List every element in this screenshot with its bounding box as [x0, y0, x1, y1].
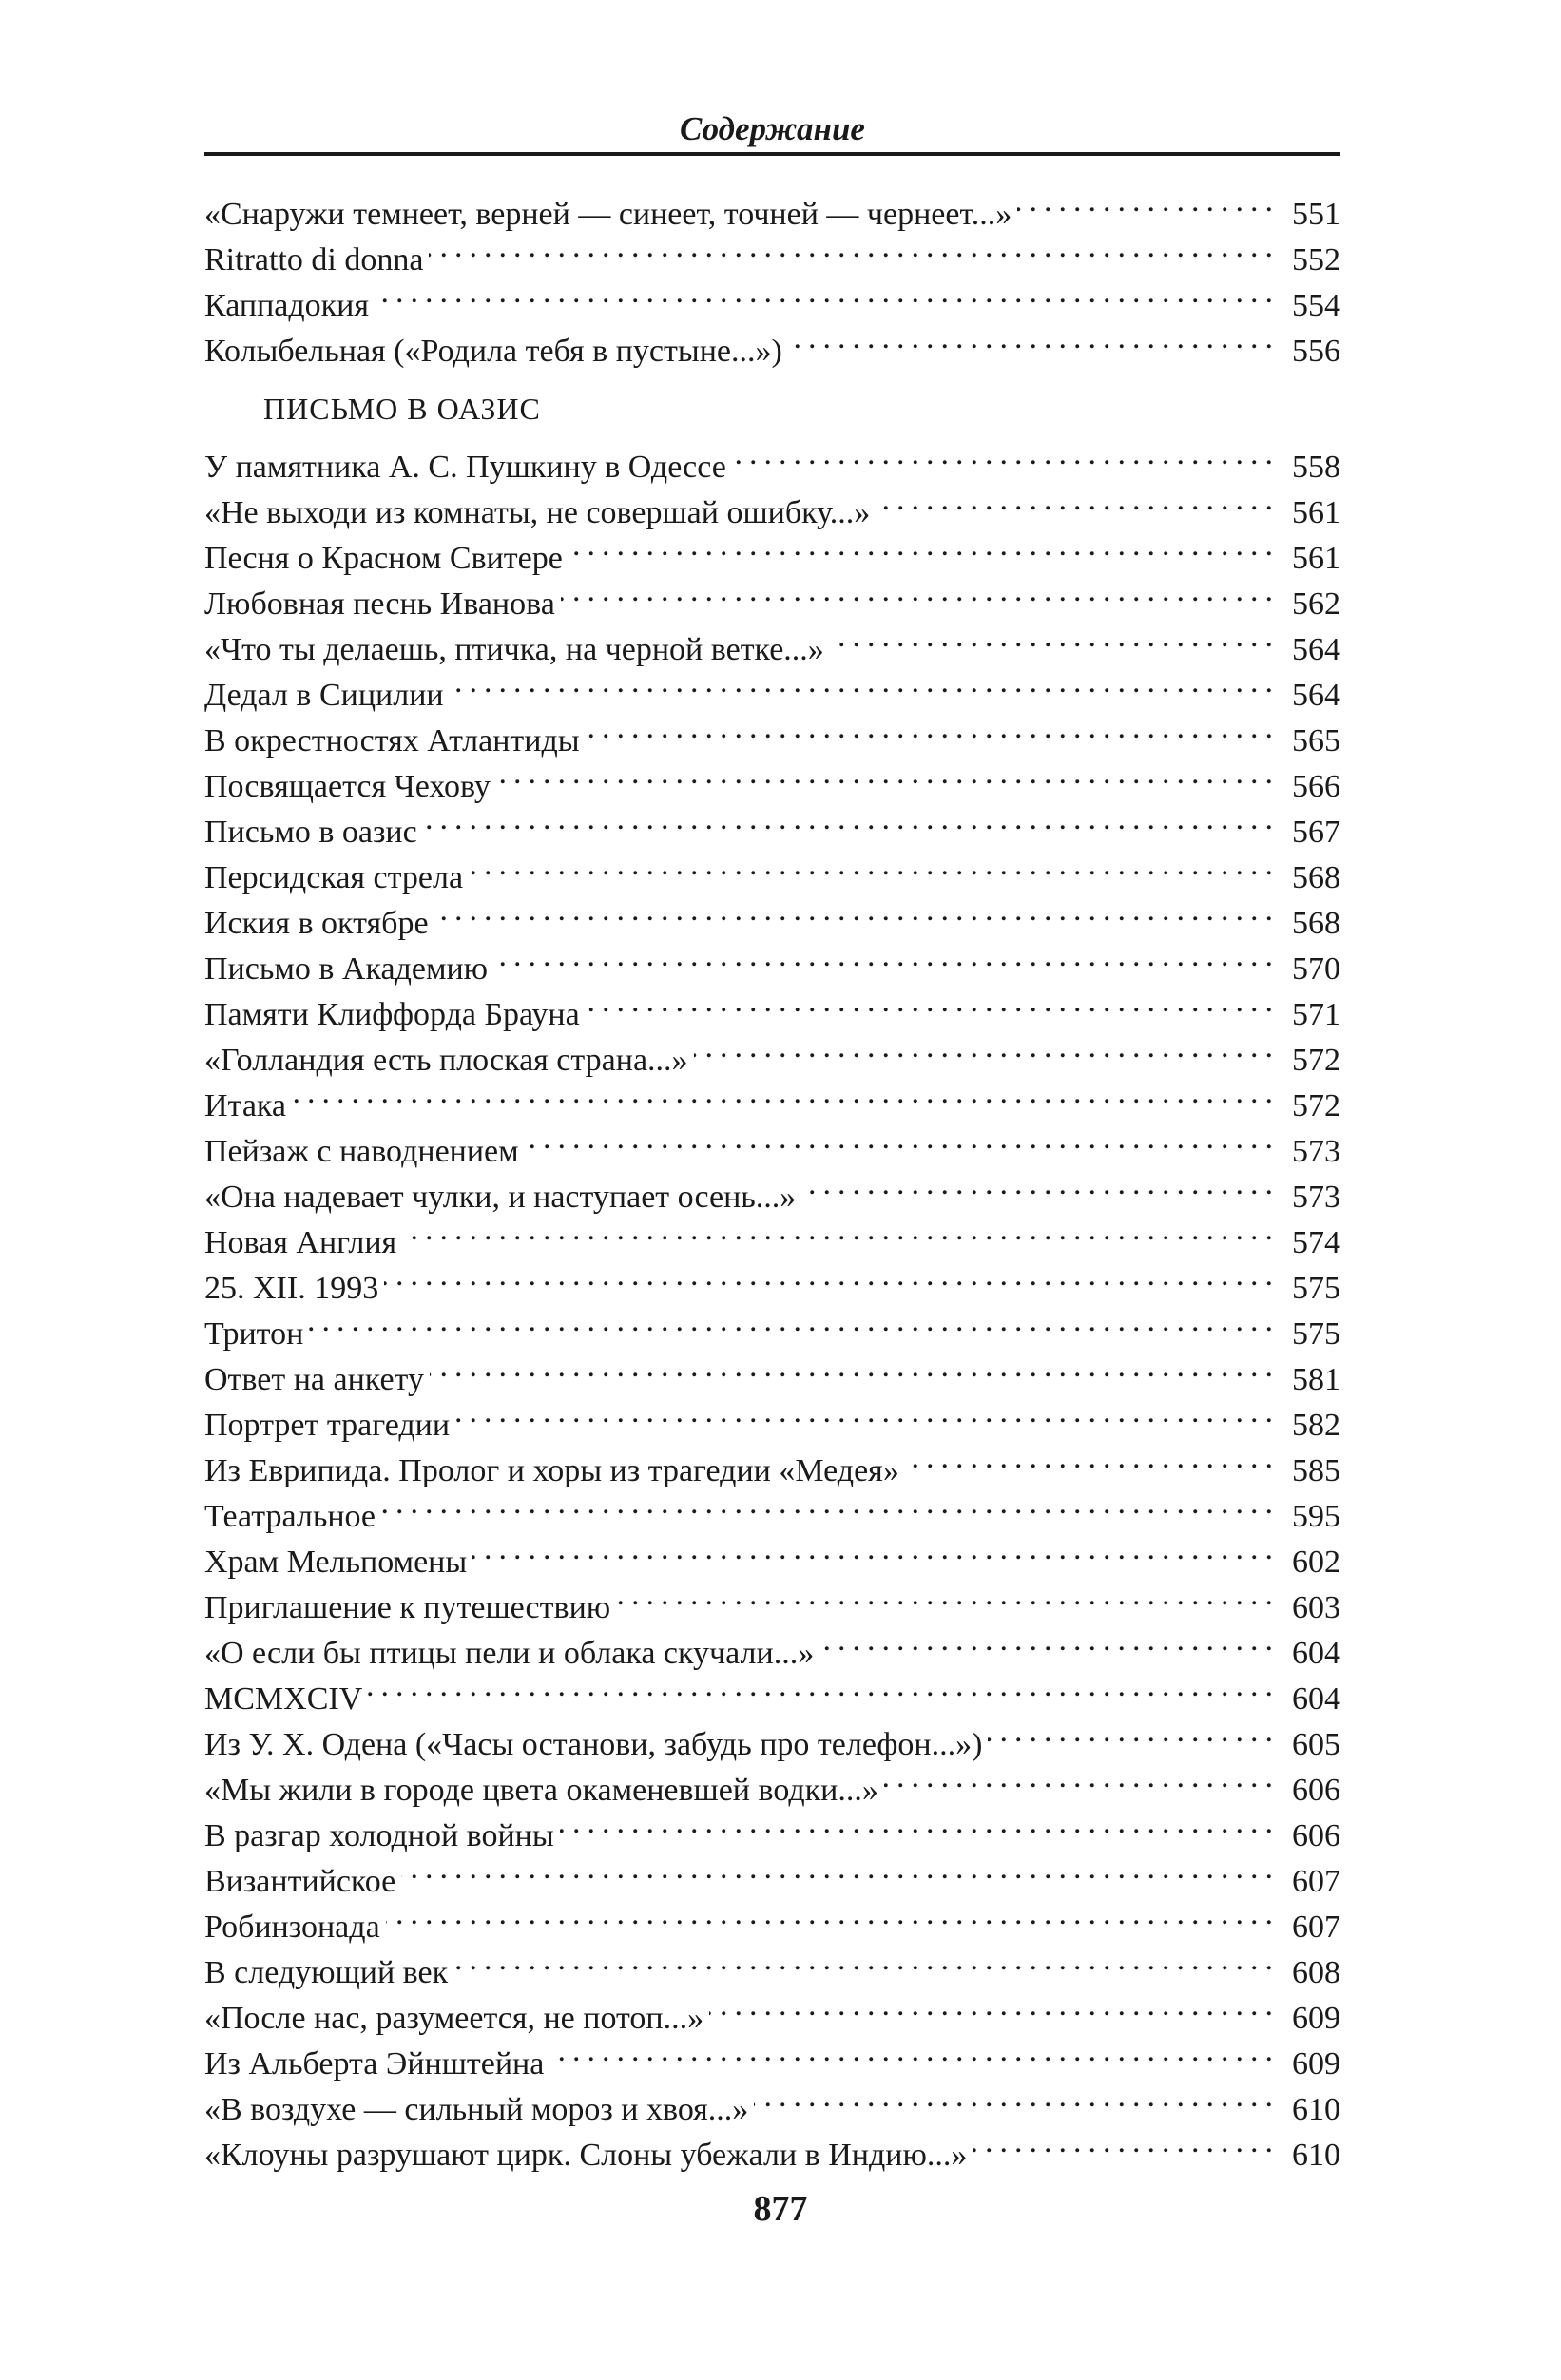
toc-entry-page-number: 609: [1292, 2046, 1340, 2082]
toc-entry-title: Робинзонада: [204, 1910, 380, 1945]
toc-entry-page-number: 607: [1292, 1910, 1340, 1945]
dot-leader: [292, 1070, 1280, 1116]
toc-entry-title: Византийское: [204, 1864, 396, 1899]
dot-leader: [884, 1755, 1280, 1800]
toc-entry-page-number: 566: [1292, 769, 1340, 804]
dot-leader: [586, 979, 1280, 1025]
toc-entry-page-number: 610: [1292, 2138, 1340, 2173]
toc-entry-page-number: 604: [1292, 1681, 1340, 1717]
dot-leader: [386, 1891, 1280, 1937]
toc-entry-page-number: 567: [1292, 815, 1340, 850]
dot-leader: [469, 842, 1280, 888]
toc-entry-title: 25. XII. 1993: [204, 1271, 379, 1306]
toc-entry-page-number: 551: [1292, 197, 1340, 232]
toc-entry-title: Колыбельная («Родила тебя в пустыне...»): [204, 334, 782, 369]
toc-entry-page-number: 554: [1292, 288, 1340, 323]
toc-entry-title: Ответ на анкету: [204, 1362, 424, 1397]
dot-leader: [586, 705, 1280, 751]
toc-entry-page-number: 564: [1292, 678, 1340, 713]
running-head: Содержание: [680, 110, 865, 147]
toc-entry-title: Тритон: [204, 1316, 304, 1352]
table-of-contents: [204, 179, 1340, 2173]
toc-entry-page-number: 573: [1292, 1134, 1340, 1169]
toc-entry-title: В окрестностях Атлантиды: [204, 723, 580, 758]
dot-leader: [496, 751, 1280, 797]
toc-entry-title: Любовная песнь Иванова: [204, 586, 555, 622]
toc-entry-title: «В воздухе — сильный мороз и хвоя...»: [204, 2092, 749, 2127]
dot-leader: [381, 1481, 1280, 1526]
toc-entry-title: Из Альберта Эйнштейна: [204, 2046, 545, 2082]
toc-entry-page-number: 568: [1292, 906, 1340, 941]
toc-entry-title: «Она надевает чулки, и наступает осень...»: [204, 1180, 797, 1215]
toc-entry-page-number: 606: [1292, 1818, 1340, 1853]
toc-entry-title: Итака: [204, 1088, 287, 1123]
dot-leader: [401, 1846, 1280, 1891]
toc-entry-page-number: 552: [1292, 242, 1340, 278]
toc-entry-title: Новая Англия: [204, 1225, 397, 1260]
toc-entry-page-number: 575: [1292, 1316, 1340, 1352]
dot-leader: [375, 270, 1280, 316]
toc-entry-title: Театральное: [204, 1499, 376, 1534]
toc-entry-title: Из Еврипида. Пролог и хоры из трагедии «Медея»: [204, 1453, 899, 1488]
toc-entry-page-number: 575: [1292, 1271, 1340, 1306]
toc-entry-title: MCMXCIV: [204, 1681, 363, 1717]
toc-entry-page-number: 568: [1292, 860, 1340, 895]
dot-leader: [988, 1709, 1280, 1755]
toc-entry: [204, 1663, 1340, 1717]
toc-entry-title: Памяти Клиффорда Брауна: [204, 997, 580, 1032]
header-rule: [204, 152, 1340, 156]
toc-entry: [204, 432, 1340, 485]
toc-entry-page-number: 571: [1292, 997, 1340, 1032]
toc-entry: [204, 270, 1340, 323]
dot-leader: [368, 1663, 1280, 1709]
toc-entry-page-number: 603: [1292, 1590, 1340, 1625]
dot-leader: [560, 1800, 1280, 1846]
toc-entry-page-number: 561: [1292, 541, 1340, 576]
dot-leader: [309, 1298, 1280, 1344]
section-heading: ПИСЬМО В ОАЗИС: [263, 392, 541, 426]
toc-entry-title: Каппадокия: [204, 288, 370, 323]
dot-leader: [561, 568, 1280, 614]
dot-leader: [453, 1937, 1280, 1983]
dot-leader: [732, 432, 1280, 477]
dot-leader: [1017, 179, 1280, 224]
dot-leader: [429, 224, 1280, 270]
toc-entry-title: Пейзаж с наводнением: [204, 1134, 519, 1169]
dot-leader: [694, 1025, 1280, 1070]
toc-entry-title: «После нас, разумеется, не потоп...»: [204, 2001, 704, 2036]
toc-entries-section: [204, 432, 1340, 2173]
toc-entry-page-number: 585: [1292, 1453, 1340, 1488]
toc-entry-page-number: 556: [1292, 334, 1340, 369]
toc-entry-title: В разгар холодной войны: [204, 1818, 554, 1853]
toc-entry-page-number: 572: [1292, 1043, 1340, 1078]
toc-entry: [204, 179, 1340, 232]
dot-leader: [384, 1253, 1280, 1298]
toc-entry-title: Персидская стрела: [204, 860, 464, 895]
toc-entry-title: Письмо в Академию: [204, 951, 489, 987]
toc-entry-page-number: 582: [1292, 1408, 1340, 1443]
page-number: 877: [753, 2189, 808, 2229]
toc-entry-page-number: 565: [1292, 723, 1340, 758]
toc-entry-title: Иския в октябре: [204, 906, 429, 941]
toc-entry-page-number: 570: [1292, 951, 1340, 987]
toc-entry-title: Ritratto di donna: [204, 242, 424, 278]
toc-entry-title: Письмо в оазис: [204, 815, 417, 850]
toc-entry-page-number: 605: [1292, 1727, 1340, 1762]
toc-entry-page-number: 595: [1292, 1499, 1340, 1534]
toc-entry: [204, 1344, 1340, 1397]
toc-entry-title: «Клоуны разрушают цирк. Слоны убежали в Индию...»: [204, 2138, 968, 2173]
toc-entry: [204, 1070, 1340, 1123]
dot-leader: [616, 1572, 1280, 1618]
toc-entry-page-number: 561: [1292, 495, 1340, 530]
toc-entry-title: Посвящается Чехову: [204, 769, 491, 804]
dot-leader: [434, 888, 1280, 933]
dot-leader: [801, 1161, 1280, 1207]
toc-entry-title: «О если бы птицы пели и облака скучали...»: [204, 1636, 815, 1671]
toc-entry-page-number: 572: [1292, 1088, 1340, 1123]
toc-entry-page-number: 610: [1292, 2092, 1340, 2127]
toc-entry-title: «Что ты делаешь, птичка, на черной ветке...»: [204, 632, 824, 667]
dot-leader: [788, 316, 1280, 361]
toc-entry-page-number: 574: [1292, 1225, 1340, 1260]
toc-entry-title: Дедал в Сицилии: [204, 678, 444, 713]
toc-entry-title: «Снаружи темнеет, верней — синеет, точней — чернеет...»: [204, 197, 1012, 232]
toc-entry: [204, 316, 1340, 369]
toc-entry-page-number: 604: [1292, 1636, 1340, 1671]
dot-leader: [402, 1207, 1280, 1253]
toc-entry-title: «Мы жили в городе цвета окаменевшей водки...»: [204, 1773, 878, 1808]
dot-leader: [754, 2074, 1280, 2120]
dot-leader: [525, 1116, 1280, 1161]
dot-leader: [430, 1344, 1280, 1390]
toc-entry-page-number: 608: [1292, 1955, 1340, 1990]
dot-leader: [493, 933, 1280, 979]
dot-leader: [830, 614, 1280, 660]
toc-entry-title: «Голландия есть плоская страна...»: [204, 1043, 688, 1078]
toc-entry-title: Песня о Красном Свитере: [204, 541, 563, 576]
toc-entry-page-number: 573: [1292, 1180, 1340, 1215]
dot-leader: [455, 1390, 1280, 1435]
toc-entry: [204, 1709, 1340, 1762]
toc-entry-page-number: 602: [1292, 1545, 1340, 1580]
toc-entry-page-number: 564: [1292, 632, 1340, 667]
dot-leader: [905, 1435, 1280, 1481]
toc-entry-page-number: 607: [1292, 1864, 1340, 1899]
dot-leader: [549, 2028, 1280, 2074]
dot-leader: [423, 797, 1280, 842]
dot-leader: [709, 1983, 1280, 2028]
toc-entry-page-number: 581: [1292, 1362, 1340, 1397]
toc-entry-title: Храм Мельпомены: [204, 1545, 468, 1580]
toc-entry-page-number: 562: [1292, 586, 1340, 622]
dot-leader: [876, 477, 1280, 523]
toc-entry-title: Из У. Х. Одена («Часы останови, забудь про телефон...»): [204, 1727, 983, 1762]
toc-entry-title: В следующий век: [204, 1955, 449, 1990]
toc-entry-title: «Не выходи из комнаты, не совершай ошибку...»: [204, 495, 871, 530]
toc-entry-page-number: 558: [1292, 450, 1340, 485]
toc-entry: [204, 1116, 1340, 1169]
dot-leader: [819, 1618, 1280, 1663]
toc-entry-page-number: 609: [1292, 2001, 1340, 2036]
toc-entry-title: Приглашение к путешествию: [204, 1590, 611, 1625]
dot-leader: [472, 1526, 1280, 1572]
toc-entry-title: У памятника А. С. Пушкину в Одессе: [204, 450, 726, 485]
dot-leader: [973, 2120, 1280, 2165]
dot-leader: [450, 660, 1280, 705]
dot-leader: [569, 523, 1280, 568]
toc-entry-title: Портрет трагедии: [204, 1408, 451, 1443]
toc-entry: [204, 1298, 1340, 1352]
toc-entries-before-section: [204, 179, 1340, 369]
toc-entry-page-number: 606: [1292, 1773, 1340, 1808]
